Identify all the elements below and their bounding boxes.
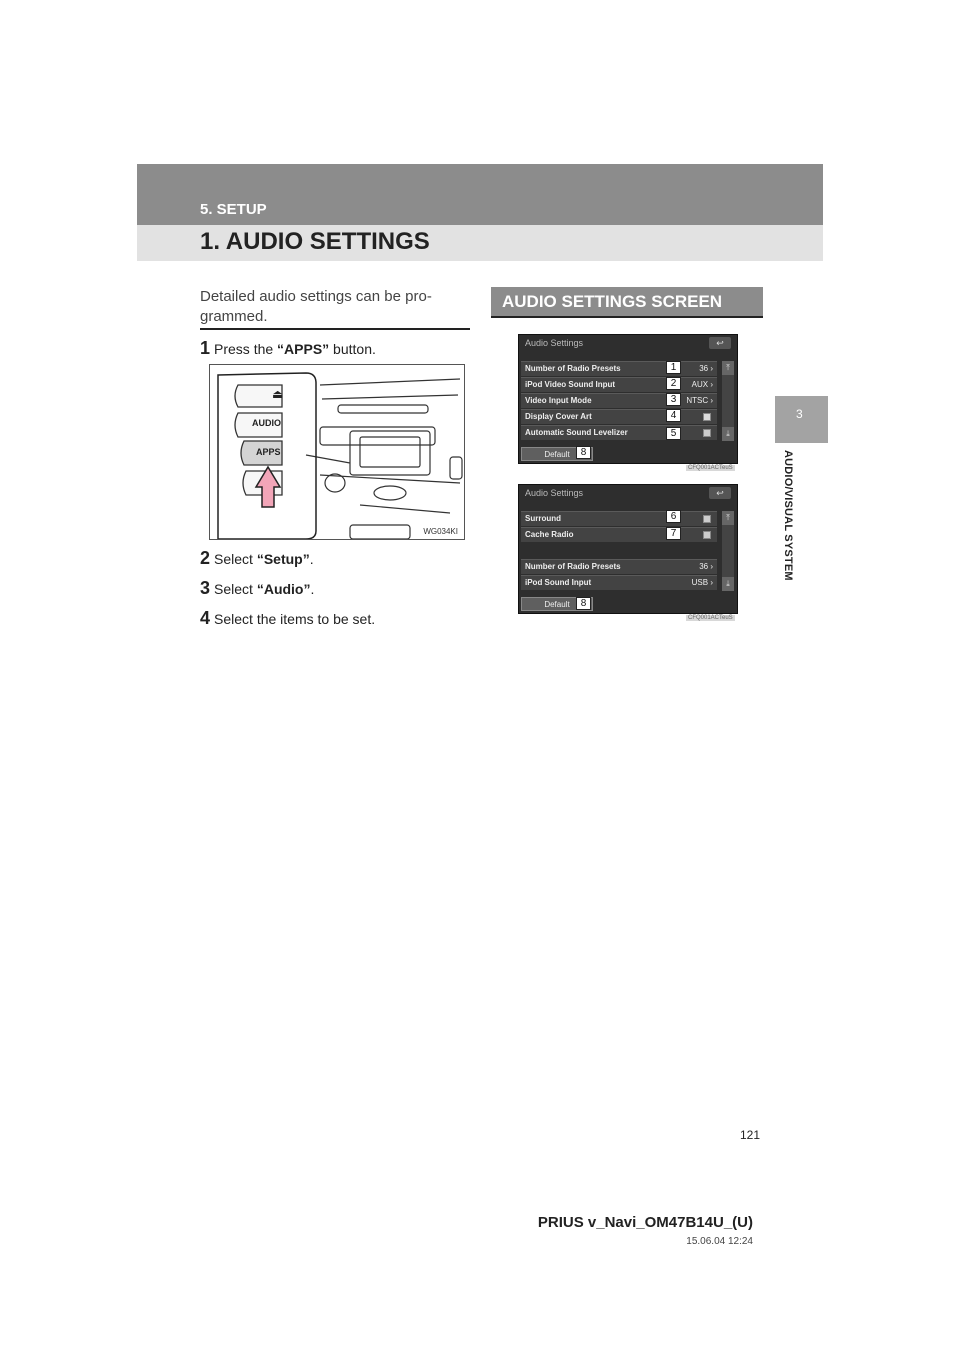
section-heading bbox=[491, 287, 763, 318]
setting-row-ipod-video-sound[interactable]: iPod Video Sound Input AUX › bbox=[521, 377, 717, 392]
figure-code: WG034KI bbox=[423, 527, 458, 536]
document-id: PRIUS v_Navi_OM47B14U_(U) bbox=[537, 1214, 753, 1231]
callout-7: 7 bbox=[666, 527, 681, 540]
setting-row-display-cover-art[interactable]: Display Cover Art bbox=[521, 409, 717, 424]
callout-6: 6 bbox=[666, 510, 681, 523]
step-3: 3 Select “Audio”. bbox=[200, 578, 315, 598]
callout-5: 5 bbox=[666, 427, 681, 440]
setting-row-ipod-sound-input[interactable]: iPod Sound Input USB › bbox=[521, 575, 717, 590]
callout-1: 1 bbox=[666, 361, 681, 374]
default-button[interactable]: Default bbox=[521, 597, 593, 611]
section-label: 5. SETUP bbox=[200, 201, 267, 218]
scroll-up-icon[interactable]: ⤒ bbox=[722, 511, 734, 525]
step-number: 2 bbox=[200, 548, 211, 568]
scrollbar[interactable] bbox=[722, 361, 734, 441]
setting-row-video-input-mode[interactable]: Video Input Mode NTSC › bbox=[521, 393, 717, 408]
step-4: 4 Select the items to be set. bbox=[200, 608, 376, 628]
scroll-down-icon[interactable]: ⤓ bbox=[722, 427, 734, 441]
chapter-number: 3 bbox=[796, 407, 803, 421]
print-stamp: 15.06.04 12:24 bbox=[686, 1236, 753, 1247]
checkbox-icon[interactable] bbox=[703, 413, 711, 421]
intro-box bbox=[200, 287, 470, 330]
callout-8: 8 bbox=[576, 597, 591, 610]
setting-row-sound-levelizer[interactable]: Automatic Sound Levelizer bbox=[521, 425, 717, 440]
figure-code: CFQ001ACTeuS bbox=[688, 465, 733, 471]
scrollbar[interactable] bbox=[722, 511, 734, 591]
callout-8: 8 bbox=[576, 446, 591, 459]
audio-button-label: AUDIO bbox=[252, 418, 281, 428]
apps-button-label: APPS bbox=[256, 447, 281, 457]
step-number: 1 bbox=[200, 338, 211, 358]
back-icon[interactable]: ↩ bbox=[709, 487, 731, 499]
scroll-down-icon[interactable]: ⤓ bbox=[722, 577, 734, 591]
section-heading-text: AUDIO SETTINGS SCREEN bbox=[502, 292, 723, 311]
callout-2: 2 bbox=[666, 377, 681, 390]
screen-title: Audio Settings bbox=[525, 488, 584, 498]
setting-row-surround[interactable]: Surround bbox=[521, 511, 717, 526]
page-number: 121 bbox=[740, 1128, 761, 1142]
step-number: 3 bbox=[200, 578, 211, 598]
setting-row-radio-presets[interactable]: Number of Radio Presets 36 › bbox=[521, 361, 717, 376]
step-2: 2 Select “Setup”. bbox=[200, 548, 314, 568]
checkbox-checked-icon[interactable] bbox=[703, 429, 711, 437]
callout-3: 3 bbox=[666, 393, 681, 406]
audio-settings-screen-2 bbox=[518, 484, 738, 614]
back-icon[interactable]: ↩ bbox=[709, 337, 731, 349]
page-title: 1. AUDIO SETTINGS bbox=[200, 228, 430, 255]
screen-title: Audio Settings bbox=[525, 338, 584, 348]
step-1: 1 Press the “APPS” button. bbox=[200, 338, 376, 358]
dashboard-drawing bbox=[210, 365, 465, 540]
default-button[interactable]: Default bbox=[521, 447, 593, 461]
checkbox-checked-icon[interactable] bbox=[703, 531, 711, 539]
apps-button-illustration bbox=[209, 364, 465, 540]
eject-icon: ⏏ bbox=[272, 387, 284, 401]
figure-code: CFQ001ACTeuS bbox=[688, 615, 733, 621]
chapter-label: AUDIO/VISUAL SYSTEM bbox=[782, 450, 794, 581]
intro-line: Detailed audio settings can be pro- bbox=[200, 288, 432, 305]
intro-line: grammed. bbox=[200, 308, 268, 325]
setting-row-cache-radio[interactable]: Cache Radio bbox=[521, 527, 717, 542]
step-number: 4 bbox=[200, 608, 211, 628]
callout-4: 4 bbox=[666, 409, 681, 422]
audio-settings-screen-1 bbox=[518, 334, 738, 464]
scroll-up-icon[interactable]: ⤒ bbox=[722, 361, 734, 375]
checkbox-checked-icon[interactable] bbox=[703, 515, 711, 523]
setting-row-radio-presets[interactable]: Number of Radio Presets 36 › bbox=[521, 559, 717, 574]
